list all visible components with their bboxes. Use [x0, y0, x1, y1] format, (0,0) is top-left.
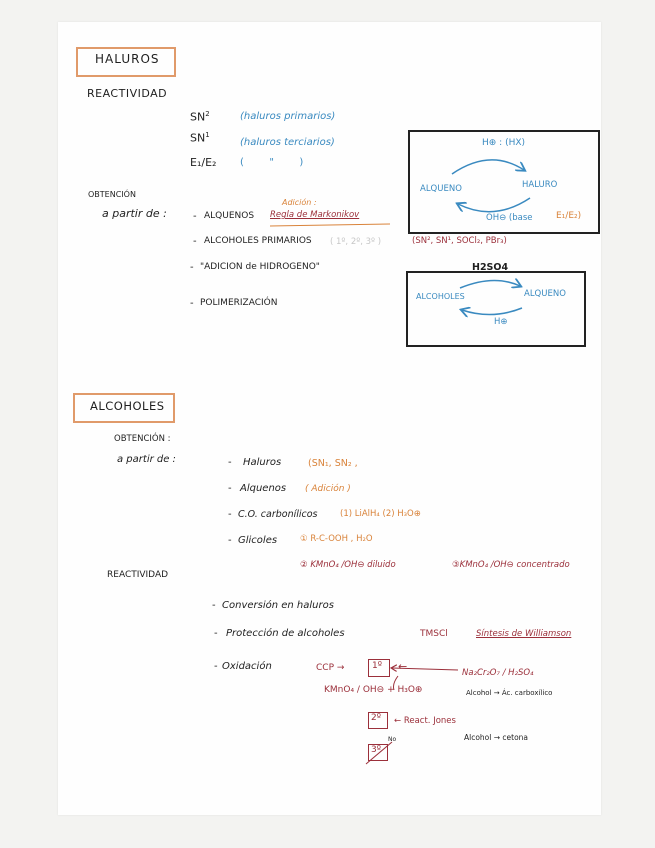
alcoholes-reagents-note: (SN², SN¹, SOCl₂, PBr₃)	[412, 236, 507, 246]
markovnikov-underline	[270, 224, 390, 226]
diagram1-top-label: H⊕ : (HX)	[482, 138, 526, 148]
obt-alquenos: Alquenos	[240, 483, 287, 494]
obt-alquenos-dash: -	[228, 483, 232, 494]
item-polimerizacion-dash: -	[190, 298, 194, 309]
obt-carbonilicos-note: (1) LiAlH₄ (2) H₃O⊕	[340, 509, 421, 519]
alcoholes-degree-note: ( 1º, 2º, 3º )	[330, 237, 382, 247]
obt-haluros-note: (SN₁, SN₂ ,	[308, 458, 358, 469]
item-alcoholes-dash: -	[193, 236, 197, 247]
e1e2-label: E₁/E₂	[190, 156, 217, 169]
item-adicion-hidrogeno-dash: -	[190, 262, 194, 273]
alcoholes-title: ALCOHOLES	[90, 399, 165, 413]
reactividad-heading: REACTIVIDAD	[87, 87, 168, 100]
item-alquenos: ALQUENOS	[204, 211, 255, 221]
obt-glicoles-note3: ③KMnO₄ /OH⊖ concentrado	[452, 560, 570, 570]
ox-kmno4: KMnO₄ / OH⊖ + H₃O⊕	[324, 685, 423, 695]
a-partir-de: a partir de :	[102, 207, 167, 220]
react-proteccion-dash: -	[214, 628, 218, 639]
diagram1-bottom-label: OH⊖ (base	[486, 213, 533, 223]
diagram2-bottom-label: H⊕	[494, 317, 508, 327]
ox-jones: ← React. Jones	[394, 716, 456, 726]
obt-carbonilicos-dash: -	[228, 509, 232, 520]
react-proteccion-tmscl: TMSCl	[420, 629, 448, 639]
diagram2-right-label: ALQUENO	[524, 289, 566, 299]
alcoholes-obtencion-heading: OBTENCIÓN :	[114, 434, 171, 444]
ox-alcohol-acido: Alcohol → Ác. carboxílico	[466, 689, 553, 697]
alcoholes-a-partir-de: a partir de :	[117, 454, 176, 465]
react-conversion: Conversión en haluros	[222, 600, 334, 611]
ox-arrow-na2cr2o7	[392, 668, 458, 670]
diagram1-left-label: ALQUENO	[420, 184, 462, 194]
e1e2-note: ( " )	[240, 157, 304, 168]
diagram2-left-label: ALCOHOLES	[416, 292, 465, 301]
obt-glicoles-dash: -	[228, 535, 232, 546]
adicion-note: Adición :	[282, 198, 317, 207]
ox-primario: 1º	[372, 661, 382, 671]
sn1-sup: 1	[205, 131, 210, 139]
diagram2-arrow-bottom	[462, 308, 522, 315]
item-polimerizacion: POLIMERIZACIÓN	[200, 298, 278, 308]
ox-pcc: CCP →	[316, 663, 345, 673]
item-alcoholes-primarios: ALCOHOLES PRIMARIOS	[204, 236, 312, 246]
sn2-sup: 2	[205, 110, 210, 118]
react-oxidacion-dash: -	[214, 661, 218, 672]
ox-alcohol-cetona: Alcohol → cetona	[464, 733, 529, 742]
obt-glicoles-note1: ① R-C-OOH , H₂O	[300, 534, 373, 544]
obt-alquenos-note: ( Adición )	[305, 484, 351, 494]
obt-haluros-dash: -	[228, 457, 232, 468]
ox-terciario: 3º	[371, 745, 381, 755]
ox-na2cr2o7: Na₂Cr₂O₇ / H₂SO₄	[462, 668, 534, 678]
obt-glicoles-note2: ② KMnO₄ /OH⊖ diluido	[300, 560, 396, 570]
obtencion-heading: OBTENCIÓN	[88, 190, 136, 199]
sn2-note: (haluros primarios)	[240, 111, 336, 122]
item-alquenos-dash: -	[193, 211, 197, 222]
sn1-text: SN	[190, 131, 206, 145]
obt-carbonilicos: C.O. carbonílicos	[238, 509, 318, 520]
sn2-text: SN	[190, 110, 206, 124]
diagram1-bottom-end: E₁/E₂)	[556, 211, 582, 221]
sn1-note: (haluros terciarios)	[240, 137, 335, 148]
ox-arrow-left: ←	[398, 660, 408, 673]
obt-glicoles: Glicoles	[238, 535, 278, 546]
obt-haluros: Haluros	[243, 457, 282, 468]
react-conversion-dash: -	[212, 600, 216, 611]
react-proteccion-williamson: Síntesis de Williamson	[476, 629, 572, 639]
alcoholes-reactividad-heading: REACTIVIDAD	[107, 570, 169, 580]
react-oxidacion: Oxidación	[222, 661, 272, 672]
diagram2-arrow-top	[460, 280, 520, 288]
item-adicion-hidrogeno: "ADICION de HIDROGENO"	[200, 262, 320, 272]
markovnikov-note: Regla de Markonikov	[270, 210, 360, 220]
diagram1-arrow-top	[452, 160, 524, 174]
haluros-title: HALUROS	[95, 52, 160, 66]
diagram1-arrow-bottom	[458, 198, 530, 212]
ox-terciario-strike	[366, 742, 392, 764]
diagram1-right-label: HALURO	[522, 180, 558, 190]
ox-secundario: 2º	[371, 713, 381, 723]
ox-arrow-kmno4	[394, 676, 399, 690]
ox-no: No	[388, 736, 397, 743]
react-proteccion: Protección de alcoholes	[226, 628, 345, 639]
diagram2-top-label: H2SO4	[472, 262, 509, 273]
